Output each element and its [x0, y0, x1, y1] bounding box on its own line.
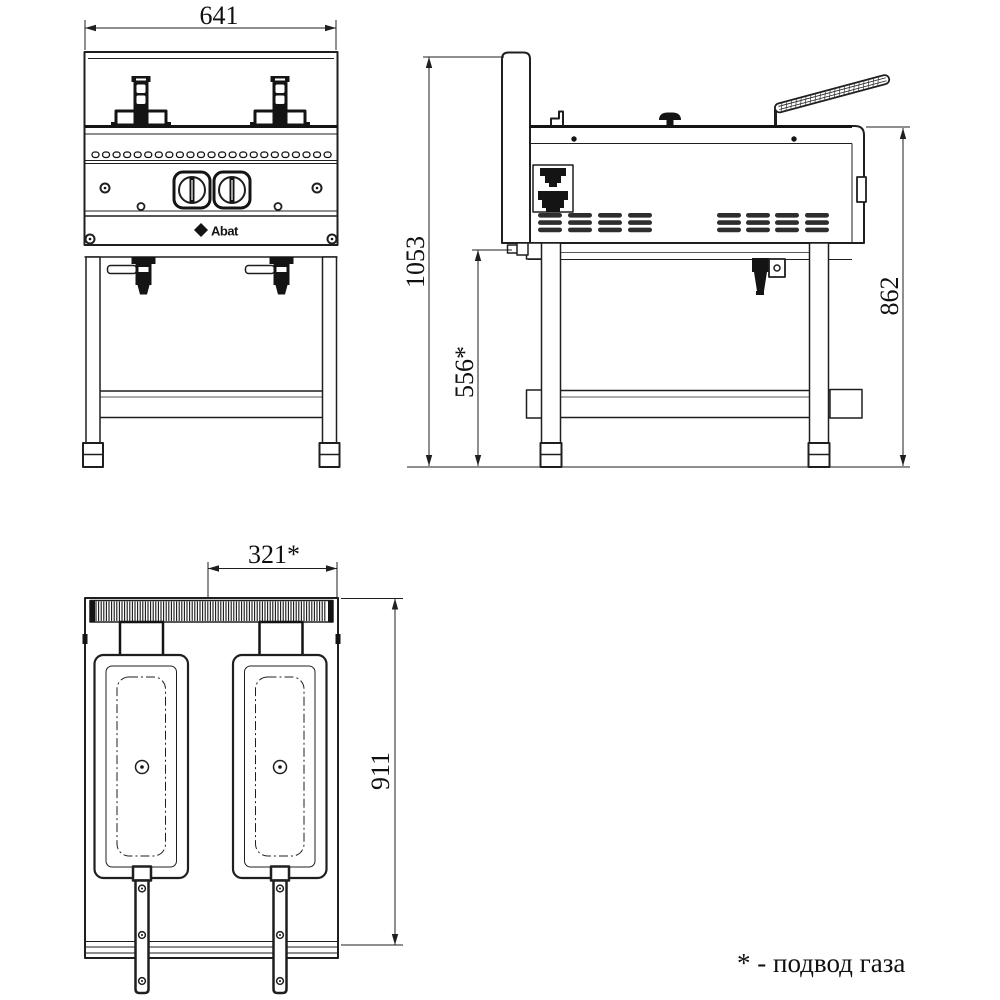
rear-grill [90, 601, 333, 623]
side-leg-rear [810, 243, 829, 443]
legend [737, 948, 905, 978]
top-view [83, 540, 404, 993]
lid-bracket [551, 112, 563, 127]
dim-gas-inlet-offset [208, 540, 337, 597]
side-view [401, 53, 910, 468]
fry-basket-handle [774, 74, 890, 125]
valve-inspection-box [533, 165, 573, 212]
dim-depth [341, 599, 403, 946]
front-vent-slots [92, 152, 331, 158]
lid-knob [659, 113, 681, 127]
dim-label-gas-inlet-offset: 321* [248, 540, 300, 569]
drain-valve-front-left [108, 257, 156, 295]
dim-gas-inlet-height [450, 250, 512, 466]
abat-logo [194, 223, 239, 239]
gas-inlet-stub [508, 243, 529, 255]
legend-note: * - подвод газа [737, 948, 906, 978]
tank-bracket-right [260, 622, 303, 657]
front-view [83, 1, 340, 467]
dim-label-body-height: 862 [875, 276, 904, 316]
front-leg-right [323, 257, 337, 443]
abat-logo-text: Abat [211, 223, 238, 239]
fryer-tank-right [233, 655, 327, 878]
dim-label-overall-height: 1053 [401, 236, 430, 288]
gas-inlet-bracket [527, 243, 543, 259]
control-knob-left [174, 172, 210, 208]
fryer-tank-left [95, 655, 189, 878]
basket-handle-top-right [271, 867, 289, 994]
dim-front-width [85, 1, 336, 50]
dim-overall-height [401, 57, 504, 466]
drain-valve-side [752, 258, 785, 295]
side-leg-front [542, 243, 561, 443]
front-stand [83, 257, 340, 467]
dim-body-height [866, 127, 910, 466]
dim-label-front-width: 641 [199, 1, 239, 30]
side-stand [527, 243, 863, 467]
dim-label-gas-inlet-height: 556* [450, 346, 479, 398]
drain-valve-front-right [246, 257, 294, 295]
dim-label-depth: 911 [366, 751, 395, 791]
basket-handle-top-left [133, 867, 151, 994]
backsplash [502, 53, 530, 244]
side-edge-latch [857, 177, 866, 202]
edge-notch-left [83, 634, 88, 644]
side-body [530, 126, 866, 243]
control-knob-right [214, 172, 250, 208]
front-leg-left [86, 257, 100, 443]
edge-notch-right [336, 634, 341, 644]
tank-bracket-left [120, 622, 163, 657]
